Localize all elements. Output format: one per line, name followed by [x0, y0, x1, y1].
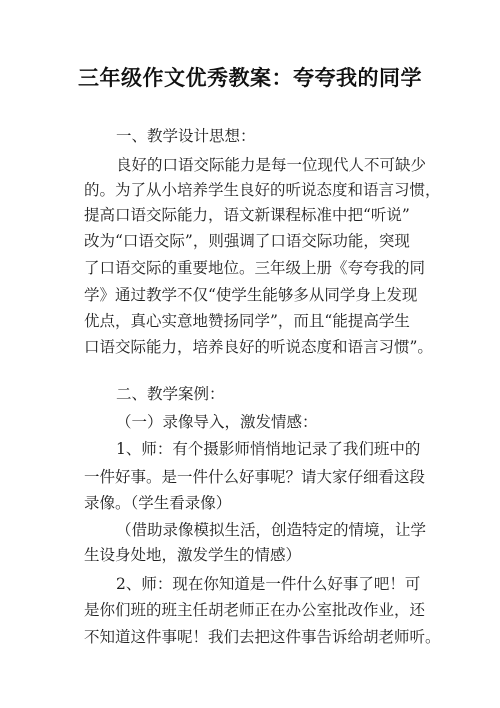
paragraph-line: 2、师：现在你知道是一件什么好事了吧！可	[116, 575, 421, 593]
paragraph-line: 1、师：有个摄影师悄悄地记录了我们班中的	[116, 440, 421, 458]
paragraph-line: 改为“口语交际”，则强调了口语交际功能，突现	[84, 232, 410, 250]
paragraph-line: 优点，真心实意地赞扬同学”，而且“能提高学生	[84, 312, 410, 330]
paragraph-line: 良好的口语交际能力是每一位现代人不可缺少	[116, 156, 427, 174]
paragraph-line: 是你们班的班主任胡老师正在办公室批改作业，还	[84, 601, 426, 619]
paragraph-line: （借助录像模拟生活，创造特定的情境，让学	[116, 521, 427, 539]
paragraph-line: 的。为了从小培养学生良好的听说态度和语言习惯，	[84, 181, 441, 199]
heading-teaching-case: 二、教学案例：	[116, 385, 225, 403]
paragraph-line: 了口语交际的重要地位。三年级上册《夸夸我的同	[84, 259, 426, 277]
paragraph-line: 提高口语交际能力，语文新课程标准中把“听说”	[84, 206, 410, 224]
heading-design-idea: 一、教学设计思想：	[116, 127, 256, 145]
subheading-video-intro: （一）录像导入，激发情感：	[116, 413, 318, 431]
paragraph-line: 一件好事。是一件什么好事呢？请大家仔细看这段	[84, 468, 426, 486]
paragraph-line: 生设身处地，激发学生的情感）	[84, 546, 302, 564]
document-title: 三年级作文优秀教案：夸夸我的同学	[78, 66, 422, 90]
paragraph-line: 学》通过教学不仅“使学生能够多从同学身上发现	[84, 286, 418, 304]
paragraph-line: 口语交际能力，培养良好的听说态度和语言习惯”。	[84, 338, 433, 356]
paragraph-line: 不知道这件事呢！我们去把这件事告诉给胡老师听。	[84, 628, 441, 646]
paragraph-line: 录像。（学生看录像）	[84, 494, 232, 512]
